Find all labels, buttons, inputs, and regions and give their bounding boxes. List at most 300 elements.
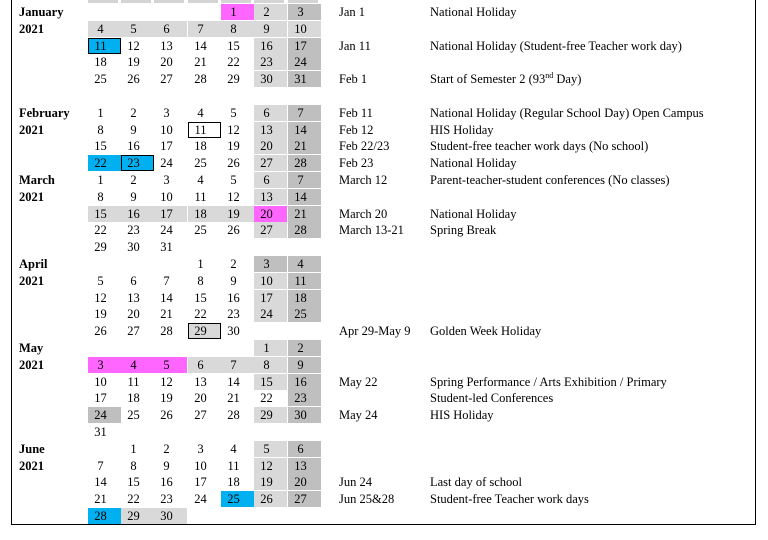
day-cell	[188, 273, 221, 289]
day-cell	[221, 122, 254, 138]
event-date: March 12	[339, 173, 388, 187]
day-number: 23	[227, 307, 240, 322]
day-cell	[221, 374, 254, 390]
day-cell	[88, 38, 121, 54]
day-cell	[154, 474, 187, 490]
day-cell	[88, 290, 121, 306]
day-cell	[188, 54, 221, 70]
event-description-text: Last day of school	[430, 475, 522, 490]
day-cell	[288, 138, 321, 154]
day-cell	[288, 38, 321, 54]
day-cell	[188, 458, 221, 474]
day-cell	[188, 441, 221, 457]
day-number: 15	[194, 290, 207, 305]
day-cell	[88, 374, 121, 390]
day-number: 13	[160, 38, 173, 53]
day-number: 3	[263, 257, 270, 271]
day-number: 14	[160, 290, 173, 305]
day-number: 24	[94, 408, 107, 423]
day-number: 21	[294, 139, 307, 154]
day-cell	[154, 222, 187, 238]
day-number: 13	[194, 374, 207, 389]
day-cell	[254, 222, 287, 238]
day-number: 13	[294, 458, 307, 473]
day-number: 24	[160, 156, 173, 171]
day-cell	[221, 172, 254, 188]
day-number: 10	[294, 21, 307, 36]
day-cell	[121, 374, 154, 390]
day-cell	[121, 508, 154, 524]
day-cell	[254, 491, 287, 507]
day-cell	[88, 390, 121, 406]
event-date: Jan 11	[339, 38, 371, 53]
day-number: 8	[197, 273, 204, 288]
day-number: 22	[94, 156, 107, 171]
day-number: 2	[297, 341, 304, 355]
day-number: 24	[194, 492, 207, 507]
day-cell	[254, 306, 287, 322]
day-number: 26	[94, 324, 107, 339]
day-cell	[221, 357, 254, 373]
day-number: 8	[263, 357, 270, 372]
day-number: 10	[160, 122, 173, 137]
day-cell	[288, 256, 321, 272]
day-cell	[154, 206, 187, 222]
day-cell	[188, 138, 221, 154]
day-number: 15	[94, 139, 107, 154]
day-number: 20	[260, 206, 273, 221]
event-date: Feb 1	[339, 72, 368, 87]
event-date: March 20	[339, 206, 388, 221]
day-number: 10	[260, 273, 273, 288]
day-cell	[221, 222, 254, 238]
day-number: 6	[263, 105, 270, 120]
event-description	[430, 4, 516, 20]
day-cell	[288, 407, 321, 423]
day-cell	[188, 206, 221, 222]
day-cell	[154, 105, 187, 121]
day-number: 5	[130, 21, 137, 36]
day-number: 12	[227, 189, 240, 204]
day-cell	[88, 138, 121, 154]
day-cell	[254, 206, 287, 222]
day-cell	[254, 458, 287, 474]
day-cell	[88, 491, 121, 507]
day-cell	[121, 71, 154, 87]
day-number: 8	[230, 21, 237, 36]
day-number: 9	[263, 21, 270, 36]
day-number: 28	[194, 72, 207, 87]
day-cell	[221, 273, 254, 289]
day-number: 26	[260, 492, 273, 507]
day-cell	[121, 458, 154, 474]
day-number: 2	[163, 441, 170, 456]
day-cell	[121, 21, 154, 37]
day-number: 30	[227, 324, 240, 339]
day-cell	[188, 390, 221, 406]
day-cell	[254, 122, 287, 138]
day-cell	[188, 491, 221, 507]
day-number: 26	[227, 223, 240, 238]
day-number: 2	[130, 105, 137, 120]
day-number: 15	[227, 38, 240, 53]
day-number: 2	[263, 5, 270, 19]
day-number: 11	[227, 458, 240, 473]
day-number: 30	[127, 240, 140, 255]
day-cell	[221, 390, 254, 406]
day-number: 3	[163, 173, 170, 187]
day-number: 31	[294, 72, 307, 87]
month-name: May	[19, 341, 44, 355]
day-number: 16	[160, 475, 173, 490]
month-year: 2021	[19, 458, 44, 473]
day-number: 17	[294, 38, 307, 53]
day-cell	[88, 239, 121, 255]
day-cell	[254, 357, 287, 373]
day-cell	[188, 122, 221, 138]
day-cell	[254, 38, 287, 54]
day-cell	[88, 306, 121, 322]
day-cell	[121, 222, 154, 238]
day-number: 28	[294, 156, 307, 171]
day-cell	[221, 256, 254, 272]
day-number: 13	[127, 290, 140, 305]
day-number: 26	[160, 408, 173, 423]
day-cell	[188, 38, 221, 54]
day-cell	[254, 155, 287, 171]
day-cell	[254, 105, 287, 121]
day-number: 9	[130, 122, 137, 137]
event-description	[430, 407, 494, 423]
day-cell	[254, 441, 287, 457]
day-cell	[154, 357, 187, 373]
day-cell	[154, 122, 187, 138]
day-cell	[154, 491, 187, 507]
event-date: March 13-21	[339, 223, 404, 238]
day-number: 26	[127, 72, 140, 87]
day-number: 12	[227, 122, 240, 137]
day-number: 7	[97, 458, 104, 473]
day-number: 20	[294, 475, 307, 490]
day-number: 29	[227, 72, 240, 87]
day-cell	[188, 172, 221, 188]
day-number: 25	[127, 408, 140, 423]
day-number: 29	[260, 408, 273, 423]
day-number: 4	[130, 357, 137, 372]
day-cell	[154, 239, 187, 255]
day-cell	[221, 491, 254, 507]
day-number: 12	[127, 38, 140, 53]
day-number: 1	[230, 5, 237, 19]
day-cell	[121, 38, 154, 54]
day-cell	[254, 189, 287, 205]
ordinal-suffix: nd	[545, 71, 554, 81]
day-cell	[221, 21, 254, 37]
day-cell	[88, 458, 121, 474]
day-cell	[121, 407, 154, 423]
event-description	[430, 38, 682, 54]
day-cell	[154, 323, 187, 339]
day-cell	[254, 407, 287, 423]
day-cell	[88, 206, 121, 222]
day-number: 16	[127, 139, 140, 154]
day-number: 14	[294, 122, 307, 137]
day-cell	[121, 105, 154, 121]
day-number: 25	[94, 72, 107, 87]
day-number: 19	[160, 391, 173, 406]
month-year: 2021	[19, 189, 44, 204]
day-number: 27	[127, 324, 140, 339]
day-number: 18	[294, 290, 307, 305]
day-cell	[254, 71, 287, 87]
day-cell	[288, 155, 321, 171]
day-cell	[288, 21, 321, 37]
day-cell	[254, 273, 287, 289]
day-cell	[288, 105, 321, 121]
day-cell	[154, 290, 187, 306]
event-date: Jun 25&28	[339, 492, 395, 507]
day-cell	[88, 54, 121, 70]
day-cell	[254, 256, 287, 272]
day-cell	[154, 508, 187, 524]
day-cell	[88, 323, 121, 339]
day-cell	[188, 357, 221, 373]
day-cell	[221, 458, 254, 474]
day-cell	[254, 340, 287, 356]
day-number: 28	[160, 324, 173, 339]
day-number: 19	[260, 475, 273, 490]
day-cell	[288, 54, 321, 70]
stub-cell	[288, 0, 318, 3]
top-row-stub	[88, 0, 320, 3]
day-cell	[288, 390, 321, 406]
day-cell	[154, 38, 187, 54]
day-cell	[154, 21, 187, 37]
day-cell	[154, 306, 187, 322]
day-cell	[88, 189, 121, 205]
day-number: 25	[294, 307, 307, 322]
day-number: 5	[97, 273, 104, 288]
day-cell	[121, 441, 154, 457]
day-cell	[88, 222, 121, 238]
day-cell	[154, 374, 187, 390]
event-description	[430, 206, 516, 222]
day-number: 18	[227, 475, 240, 490]
day-cell	[188, 189, 221, 205]
day-cell	[188, 222, 221, 238]
event-description-text: Student-led Conferences	[430, 391, 554, 406]
day-cell	[121, 306, 154, 322]
event-description	[430, 222, 496, 238]
day-number: 7	[297, 173, 304, 187]
day-number: 10	[194, 458, 207, 473]
day-number: 1	[130, 441, 137, 456]
day-number: 16	[260, 38, 273, 53]
month-name: February	[19, 105, 70, 120]
day-number: 16	[127, 206, 140, 221]
day-number: 3	[97, 357, 104, 372]
day-cell	[154, 273, 187, 289]
day-number: 23	[127, 156, 140, 171]
day-number: 21	[94, 492, 107, 507]
day-cell	[288, 340, 321, 356]
day-cell	[88, 474, 121, 490]
day-cell	[254, 374, 287, 390]
day-cell	[88, 407, 121, 423]
day-number: 31	[94, 425, 107, 439]
event-date: Feb 11	[339, 105, 373, 120]
day-number: 4	[197, 173, 204, 187]
day-cell	[154, 138, 187, 154]
day-number: 11	[94, 38, 107, 53]
day-number: 20	[194, 391, 207, 406]
stub-cell	[88, 0, 118, 3]
day-number: 22	[194, 307, 207, 322]
event-description-text: National Holiday	[430, 5, 517, 19]
day-number: 27	[194, 408, 207, 423]
event-date: May 22	[339, 374, 378, 389]
stub-cell	[154, 0, 184, 3]
day-cell	[288, 4, 321, 20]
day-number: 7	[163, 273, 170, 288]
day-number: 21	[294, 206, 307, 221]
day-cell	[221, 206, 254, 222]
day-number: 5	[263, 441, 270, 456]
day-cell	[121, 491, 154, 507]
day-number: 28	[294, 223, 307, 238]
day-cell	[188, 306, 221, 322]
day-number: 26	[227, 156, 240, 171]
day-cell	[121, 290, 154, 306]
day-number: 12	[160, 374, 173, 389]
day-cell	[221, 38, 254, 54]
event-description	[430, 491, 589, 507]
day-cell	[288, 374, 321, 390]
day-number: 9	[297, 357, 304, 372]
event-date: Feb 22/23	[339, 139, 390, 154]
month-year: 2021	[19, 357, 44, 372]
day-number: 11	[127, 374, 140, 389]
day-number: 8	[97, 189, 104, 204]
day-cell	[121, 357, 154, 373]
day-number: 23	[160, 492, 173, 507]
day-cell	[221, 71, 254, 87]
day-number: 21	[227, 391, 240, 406]
event-description-text: Spring Performance / Arts Exhibition / Primary	[430, 374, 667, 389]
day-cell	[288, 189, 321, 205]
day-number: 30	[294, 408, 307, 423]
day-number: 18	[127, 391, 140, 406]
event-date: Feb 12	[339, 122, 374, 137]
day-number: 24	[160, 223, 173, 238]
day-cell	[88, 508, 121, 524]
event-description-text: National Holiday (Regular School Day) Open Campus	[430, 105, 704, 120]
day-cell	[88, 273, 121, 289]
day-number: 30	[160, 509, 173, 523]
day-number: 5	[230, 173, 237, 187]
day-cell	[254, 54, 287, 70]
day-number: 3	[163, 105, 170, 120]
day-cell	[121, 474, 154, 490]
day-number: 19	[94, 307, 107, 322]
day-number: 29	[127, 509, 140, 523]
day-number: 13	[260, 122, 273, 137]
day-number: 27	[260, 156, 273, 171]
day-number: 20	[260, 139, 273, 154]
day-number: 23	[127, 223, 140, 238]
day-cell	[121, 323, 154, 339]
day-cell	[221, 54, 254, 70]
event-date: Jan 1	[339, 5, 366, 19]
day-number: 7	[197, 21, 204, 36]
month-year: 2021	[19, 21, 44, 36]
day-number: 24	[260, 307, 273, 322]
day-cell	[288, 306, 321, 322]
day-cell	[121, 206, 154, 222]
day-number: 12	[260, 458, 273, 473]
day-cell	[154, 172, 187, 188]
day-number: 5	[230, 105, 237, 120]
day-cell	[221, 407, 254, 423]
day-number: 19	[227, 139, 240, 154]
event-description-text: HIS Holiday	[430, 408, 494, 423]
day-number: 22	[127, 492, 140, 507]
day-number: 14	[294, 189, 307, 204]
day-number: 8	[97, 122, 104, 137]
month-name: June	[19, 441, 45, 456]
day-number: 15	[260, 374, 273, 389]
day-number: 9	[130, 189, 137, 204]
day-number: 23	[260, 55, 273, 70]
day-number: 1	[197, 257, 204, 271]
day-cell	[221, 323, 254, 339]
day-cell	[121, 172, 154, 188]
day-number: 1	[263, 341, 270, 355]
day-cell	[188, 474, 221, 490]
day-number: 1	[97, 173, 104, 187]
day-number: 19	[127, 55, 140, 70]
event-description	[430, 323, 541, 339]
event-description-text: Spring Break	[430, 223, 497, 238]
day-cell	[188, 71, 221, 87]
event-description-text: Golden Week Holiday	[430, 324, 542, 339]
event-description	[430, 390, 553, 406]
day-cell	[288, 206, 321, 222]
stub-cell	[221, 0, 251, 3]
event-description	[430, 138, 648, 154]
day-number: 11	[194, 189, 207, 204]
day-number: 14	[227, 374, 240, 389]
day-number: 17	[160, 206, 173, 221]
month-name: January	[19, 5, 64, 19]
day-number: 3	[197, 441, 204, 456]
day-cell	[154, 189, 187, 205]
event-date: Apr 29-May 9	[339, 324, 411, 339]
event-description	[430, 122, 494, 138]
day-number: 18	[94, 55, 107, 70]
day-cell	[288, 273, 321, 289]
day-number: 9	[230, 273, 237, 288]
day-number: 17	[94, 391, 107, 406]
day-cell	[288, 122, 321, 138]
month-year: 2021	[19, 273, 44, 288]
day-cell	[154, 155, 187, 171]
day-number: 6	[297, 441, 304, 456]
day-number: 15	[94, 206, 107, 221]
day-cell	[221, 155, 254, 171]
day-cell	[154, 390, 187, 406]
day-cell	[188, 155, 221, 171]
